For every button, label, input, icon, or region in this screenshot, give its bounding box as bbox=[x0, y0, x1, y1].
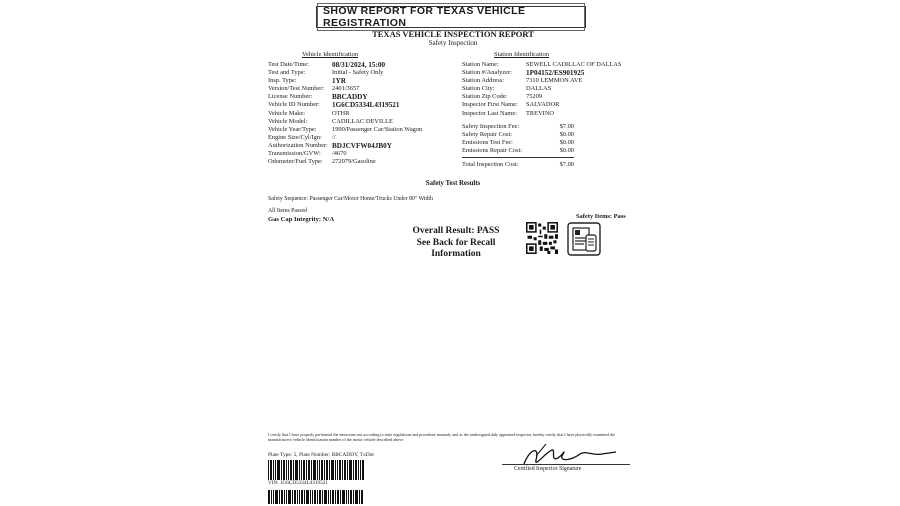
vehicle-row: Version/Test Number: 2401/3657 bbox=[268, 85, 360, 93]
signature-line bbox=[502, 464, 630, 465]
vehicle-row: Transmission/GVW: /4670 bbox=[268, 150, 347, 158]
inspection-report-page bbox=[258, 4, 648, 504]
vehicle-row: Engine Size/Cyl/Ign: // bbox=[268, 133, 336, 141]
qr-code-icon[interactable] bbox=[526, 222, 558, 254]
vehicle-row: License Number: BBCADDY bbox=[268, 93, 368, 102]
vin-label: VIN: 1G6CD5334L4319521 bbox=[268, 480, 328, 486]
recall-info-line: Information bbox=[431, 249, 481, 259]
fees-divider bbox=[462, 157, 574, 159]
overall-result bbox=[406, 226, 506, 261]
vehicle-row: Test and Type: Initial - Safety Only bbox=[268, 69, 384, 77]
fee-row: Emissions Repair Cost: $0.00 bbox=[462, 147, 574, 154]
report-banner bbox=[316, 6, 586, 28]
vehicle-row: Vehicle Model: CADILLAC DEVILLE bbox=[268, 117, 393, 125]
station-section-heading: Station Identification bbox=[494, 51, 550, 58]
vehicle-row: Authorization Number: BDJCVFW04JB0Y bbox=[268, 141, 392, 150]
station-row: Station #/Analyzer: 1P04152/ES901925 bbox=[462, 69, 585, 78]
safety-sequence: Safety Sequence: Passenger Car/Motor Home/Trucks Under 80" Width bbox=[268, 196, 433, 202]
vehicle-row: Vehicle ID Number: 1G6CD5334L4319521 bbox=[268, 101, 400, 110]
certification-statement: I certify that I have properly performed the emissions test according to state regulations and procedure manuals, and as the undersigned duly appointed inspector, hereby certify that I have physically examined the manufacturer's vehicle identification number of the motor vehicle described above. bbox=[268, 432, 616, 443]
fee-row: Safety Inspection Fee: $7.00 bbox=[462, 123, 574, 130]
plate-info: Plate Type: 5, Plate Number: BBCADDY, TxDot bbox=[268, 452, 374, 458]
fees-list bbox=[462, 123, 574, 169]
safety-test-results-title: Safety Test Results bbox=[425, 180, 481, 187]
vehicle-row: Vehicle Year/Type: 1990/Passenger Car/Station Wagon bbox=[268, 125, 423, 133]
signature-label: Certified Inspector Signature bbox=[514, 466, 582, 472]
fee-row: Safety Repair Cost: $0.00 bbox=[462, 131, 574, 138]
document-scan-icon bbox=[566, 221, 602, 257]
vehicle-section-heading: Vehicle Identification bbox=[302, 51, 359, 58]
station-row: Station Address: 7310 LEMMON AVE bbox=[462, 77, 583, 85]
vehicle-row: Insp. Type: 1YR bbox=[268, 77, 346, 86]
recall-line: See Back for Recall bbox=[416, 237, 496, 248]
overall-result-line: Overall Result: PASS bbox=[412, 226, 500, 236]
station-row: Inspector First Name: SALVADOR bbox=[462, 101, 560, 109]
vehicle-row: Test Date/Time: 08/31/2024, 15:00 bbox=[268, 61, 386, 69]
station-row: Station Name: SEWELL CADILLAC OF DALLAS bbox=[462, 61, 622, 68]
vehicle-row: Odometer/Fuel Type: 272079/Gasoline bbox=[268, 158, 376, 166]
station-row: Station Zip Code: 75209 bbox=[462, 93, 542, 101]
all-items-passed: All Items Passed bbox=[268, 208, 307, 214]
vin-barcode-icon bbox=[268, 490, 364, 504]
report-title: TEXAS VEHICLE INSPECTION REPORT bbox=[372, 29, 534, 39]
station-identification-list bbox=[462, 61, 621, 118]
report-subtitle: Safety Inspection bbox=[428, 39, 478, 47]
gas-cap-integrity: Gas Cap Integrity: N/A bbox=[268, 216, 335, 223]
fee-total-row: Total Inspection Cost: $7.00 bbox=[462, 161, 574, 168]
station-row: Inspector Last Name: TREVINO bbox=[462, 109, 555, 117]
barcode-icon bbox=[268, 460, 364, 480]
banner-text: SHOW REPORT FOR TEXAS VEHICLE REGISTRATION bbox=[317, 3, 585, 31]
station-row: Station City: DALLAS bbox=[462, 85, 552, 93]
vehicle-identification-list bbox=[268, 61, 422, 166]
fee-row: Emissions Test Fee: $0.00 bbox=[462, 139, 574, 146]
safety-items-status: Safety Items: Pass bbox=[576, 213, 626, 220]
vehicle-row: Vehicle Make: OTHR bbox=[268, 109, 350, 117]
